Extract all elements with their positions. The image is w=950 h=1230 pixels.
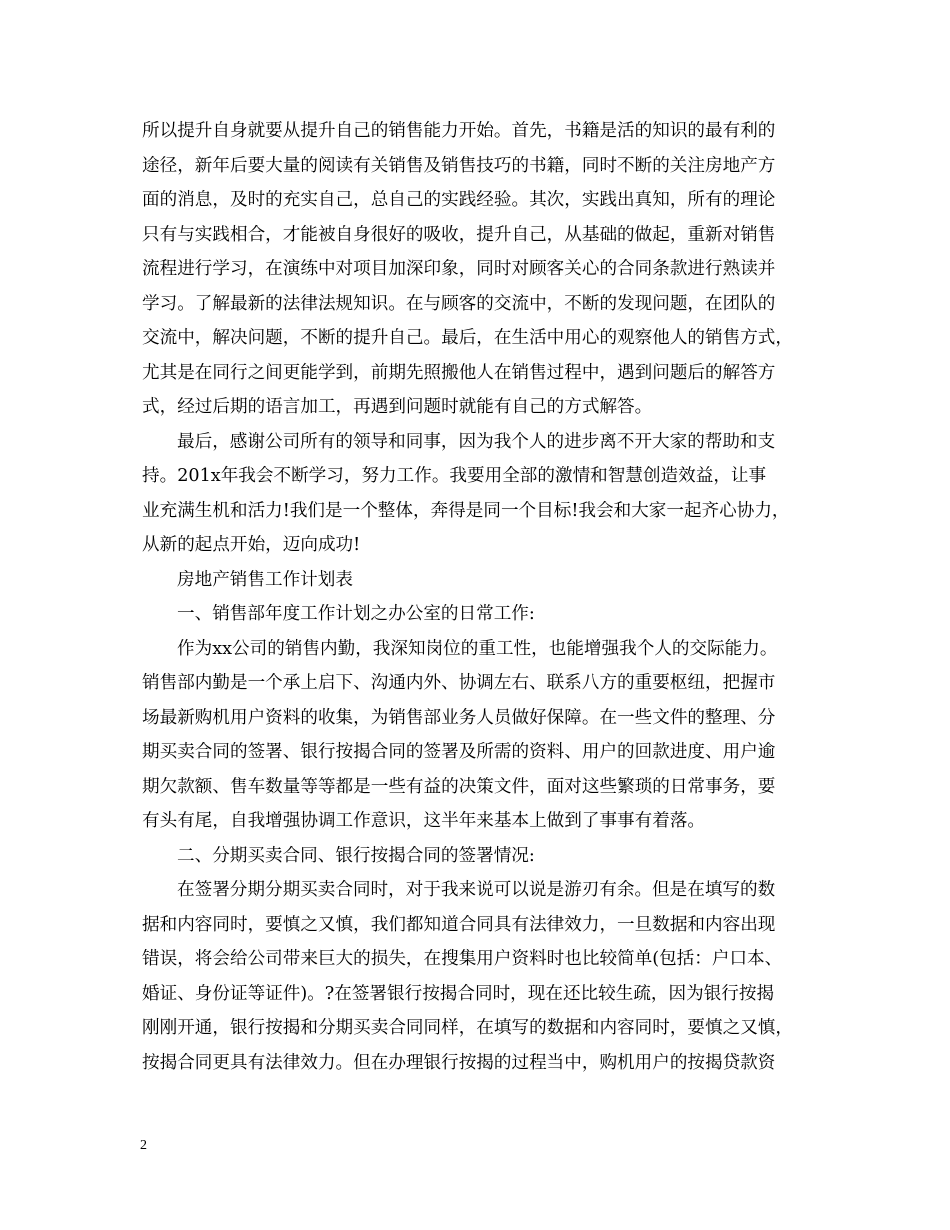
text-line: 销售部内勤是一个承上启下、沟通内外、协调左右、联系八方的重要枢纽，把握市 <box>142 673 776 693</box>
text-line: 作为xx公司的销售内勤，我深知岗位的重工性，也能增强我个人的交际能力。 <box>177 638 778 659</box>
text-line: 最后，感谢公司所有的领导和同事，因为我个人的进步离不开大家的帮助和支 <box>177 431 776 452</box>
text-line: 业充满生机和活力!我们是一个整体，奔得是同一个目标!我会和大家一起齐心协力， <box>142 500 790 521</box>
text-line: 途径，新年后要大量的阅读有关销售及销售技巧的书籍，同时不断的关注房地产方 <box>142 155 776 176</box>
text-line: 有头有尾，自我增强协调工作意识，这半年来基本上做到了事事有着落。 <box>142 811 706 831</box>
paragraph <box>142 839 812 874</box>
text-line: 式，经过后期的语言加工，再遇到问题时就能有自己的方式解答。 <box>142 397 653 417</box>
paragraph <box>142 597 812 632</box>
text-line: 尤其是在同行之间更能学到，前期先照搬他人在销售过程中，遇到问题后的解答方 <box>142 362 776 383</box>
paragraph <box>142 563 812 598</box>
text-line: 场最新购机用户资料的收集，为销售部业务人员做好保障。在一些文件的整理、分 <box>142 707 776 728</box>
paragraph <box>142 632 812 839</box>
paragraph <box>142 425 812 563</box>
text-line: 据和内容同时，要慎之又慎，我们都知道合同具有法律效力，一旦数据和内容出现 <box>142 914 776 935</box>
text-line: 流程进行学习，在演练中对项目加深印象，同时对顾客关心的合同条款进行熟读并 <box>142 259 776 279</box>
text-line: 交流中，解决问题，不断的提升自己。最后，在生活中用心的观察他人的销售方式， <box>142 328 793 348</box>
text-line: 只有与实践相合，才能被自身很好的吸收，提升自己，从基础的做起，重新对销售 <box>142 224 776 245</box>
paragraph <box>142 873 812 1080</box>
text-line: 二、分期买卖合同、银行按揭合同的签署情况: <box>177 845 535 866</box>
text-line: 从新的起点开始，迈向成功! <box>142 535 361 555</box>
text-line: 期买卖合同的签署、银行按揭合同的签署及所需的资料、用户的回款进度、用户逾 <box>142 742 776 762</box>
text-line: 所以提升自身就要从提升自己的销售能力开始。首先，书籍是活的知识的最有利的 <box>142 121 776 141</box>
text-line: 刚刚开通，银行按揭和分期买卖合同同样，在填写的数据和内容同时，要慎之又慎， <box>142 1018 793 1038</box>
paragraph <box>142 114 812 425</box>
text-line: 婚证、身份证等证件)。?在签署银行按揭合同时，现在还比较生疏，因为银行按揭 <box>142 983 775 1004</box>
body-text <box>142 114 812 1080</box>
text-line: 面的消息，及时的充实自己，总自己的实践经验。其次，实践出真知，所有的理论 <box>142 190 776 210</box>
text-line: 期欠款额、售车数量等等都是一些有益的决策文件，面对这些繁琐的日常事务，要 <box>142 776 776 797</box>
text-line: 错误，将会给公司带来巨大的损失，在搜集用户资料时也比较简单(包括：户口本、 <box>142 949 783 969</box>
page-number: 2 <box>140 1138 147 1153</box>
text-line: 房地产销售工作计划表 <box>177 569 353 590</box>
text-line: 一、销售部年度工作计划之办公室的日常工作: <box>177 604 535 624</box>
text-line: 持。201x年我会不断学习，努力工作。我要用全部的激情和智慧创造效益，让事 <box>142 466 767 486</box>
text-line: 按揭合同更具有法律效力。但在办理银行按揭的过程当中，购机用户的按揭贷款资 <box>142 1052 776 1073</box>
text-line: 在签署分期分期买卖合同时，对于我来说可以说是游刃有余。但是在填写的数 <box>177 880 776 900</box>
text-line: 学习。了解最新的法律法规知识。在与顾客的交流中，不断的发现问题，在团队的 <box>142 293 776 314</box>
